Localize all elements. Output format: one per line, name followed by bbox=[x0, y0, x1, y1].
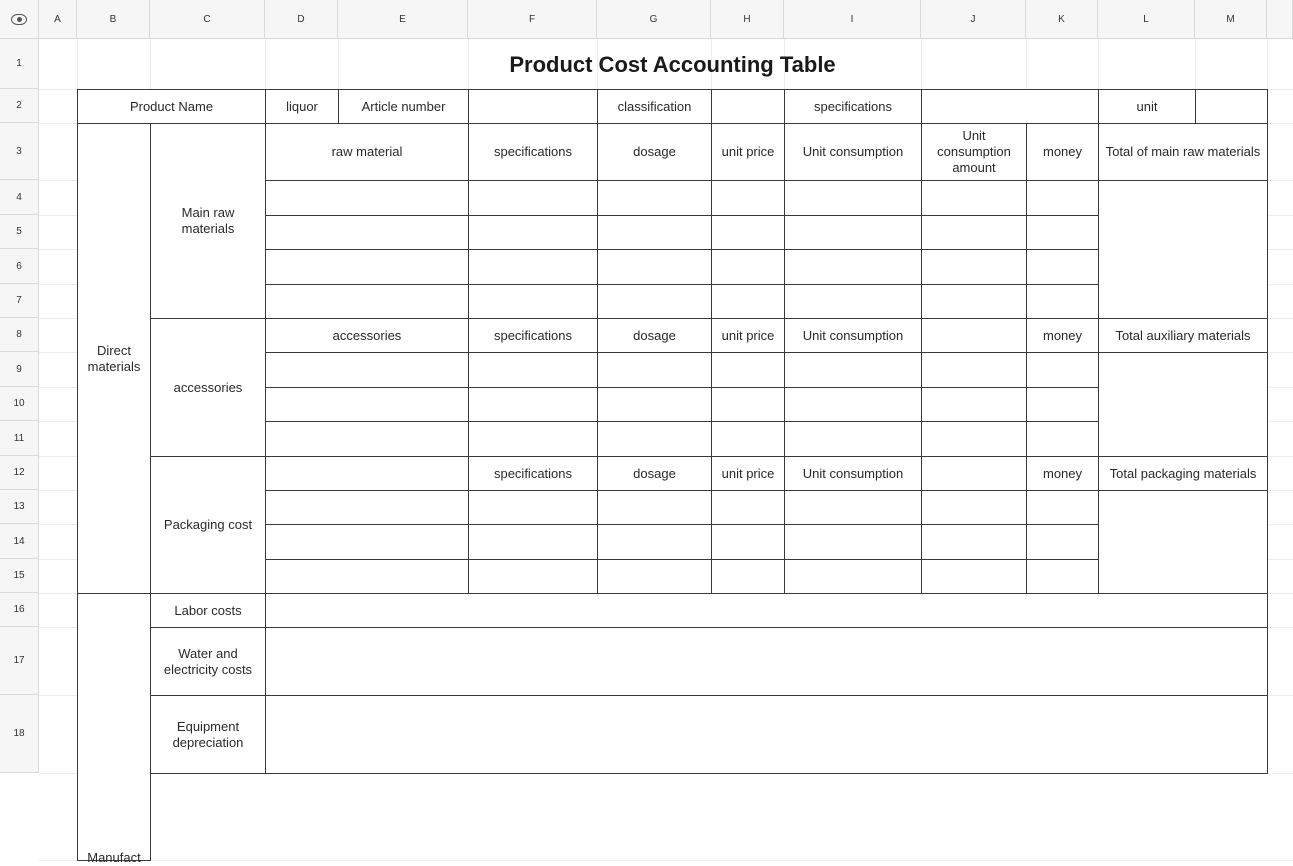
data-cell[interactable] bbox=[921, 249, 1027, 285]
row-header-2[interactable]: 2 bbox=[0, 89, 39, 123]
row-header-4[interactable]: 4 bbox=[0, 180, 39, 215]
column-header-e[interactable]: E bbox=[338, 0, 468, 39]
accessories-header[interactable]: accessories bbox=[265, 318, 469, 353]
acc-specifications-header[interactable]: specifications bbox=[468, 318, 598, 353]
acc-money-header[interactable]: money bbox=[1026, 318, 1099, 353]
column-header-l[interactable]: L bbox=[1098, 0, 1195, 39]
data-cell[interactable] bbox=[265, 559, 469, 594]
data-cell[interactable] bbox=[265, 249, 469, 285]
equipment-depreciation-value[interactable] bbox=[265, 695, 1268, 774]
data-cell[interactable] bbox=[597, 249, 712, 285]
column-header-j[interactable]: J bbox=[921, 0, 1026, 39]
data-cell[interactable] bbox=[597, 559, 712, 594]
product-name-value[interactable]: liquor bbox=[265, 89, 339, 124]
data-cell[interactable] bbox=[711, 490, 785, 525]
data-cell[interactable] bbox=[1026, 387, 1099, 422]
pack-total-header[interactable]: Total packaging materials bbox=[1098, 456, 1268, 491]
specifications-value[interactable] bbox=[921, 89, 1099, 124]
data-cell[interactable] bbox=[265, 421, 469, 457]
data-cell[interactable] bbox=[784, 215, 922, 250]
data-cell[interactable] bbox=[468, 215, 598, 250]
data-cell[interactable] bbox=[921, 215, 1027, 250]
article-number-value[interactable] bbox=[468, 89, 598, 124]
data-cell[interactable] bbox=[711, 524, 785, 560]
row-header-9[interactable]: 9 bbox=[0, 352, 39, 387]
accessories-label[interactable]: accessories bbox=[150, 318, 266, 457]
unit-value[interactable] bbox=[1195, 89, 1268, 124]
equipment-depreciation-label[interactable]: Equipment depreciation bbox=[150, 695, 266, 774]
data-cell[interactable] bbox=[1026, 215, 1099, 250]
data-cell[interactable] bbox=[1026, 249, 1099, 285]
pack-unit-consumption-header[interactable]: Unit consumption bbox=[784, 456, 922, 491]
data-cell[interactable] bbox=[784, 490, 922, 525]
main-total-header[interactable]: Total of main raw materials bbox=[1098, 123, 1268, 181]
data-cell[interactable] bbox=[784, 559, 922, 594]
data-cell[interactable] bbox=[265, 387, 469, 422]
raw-material-header[interactable]: raw material bbox=[265, 123, 469, 181]
row-header-18[interactable]: 18 bbox=[0, 695, 39, 773]
data-cell[interactable] bbox=[468, 559, 598, 594]
main-unit-price-header[interactable]: unit price bbox=[711, 123, 785, 181]
column-header-i[interactable]: I bbox=[784, 0, 921, 39]
data-cell[interactable] bbox=[468, 180, 598, 216]
row-header-1[interactable]: 1 bbox=[0, 39, 39, 89]
data-cell[interactable] bbox=[1026, 180, 1099, 216]
data-cell[interactable] bbox=[921, 421, 1027, 457]
packaging-cost-label[interactable]: Packaging cost bbox=[150, 456, 266, 594]
column-header-f[interactable]: F bbox=[468, 0, 597, 39]
main-total-value[interactable] bbox=[1098, 180, 1268, 319]
manufacturing-label-text: Manufact bbox=[87, 850, 141, 865]
data-cell[interactable] bbox=[921, 524, 1027, 560]
data-cell[interactable] bbox=[597, 421, 712, 457]
acc-total-header[interactable]: Total auxiliary materials bbox=[1098, 318, 1268, 353]
data-cell[interactable] bbox=[1026, 284, 1099, 319]
data-cell[interactable] bbox=[265, 490, 469, 525]
acc-j-header[interactable] bbox=[921, 318, 1027, 353]
data-cell[interactable] bbox=[711, 249, 785, 285]
labor-costs-value[interactable] bbox=[265, 593, 1268, 628]
pack-money-header[interactable]: money bbox=[1026, 456, 1099, 491]
direct-materials-label[interactable]: Direct materials bbox=[77, 123, 151, 594]
data-cell[interactable] bbox=[921, 490, 1027, 525]
row-header-16[interactable]: 16 bbox=[0, 593, 39, 627]
data-cell[interactable] bbox=[711, 180, 785, 216]
data-cell[interactable] bbox=[921, 180, 1027, 216]
column-header-filler bbox=[1267, 0, 1293, 39]
data-cell[interactable] bbox=[784, 352, 922, 388]
row-header-15[interactable]: 15 bbox=[0, 559, 39, 593]
row-header-8[interactable]: 8 bbox=[0, 318, 39, 352]
column-header-k[interactable]: K bbox=[1026, 0, 1098, 39]
row-header-3[interactable]: 3 bbox=[0, 123, 39, 180]
row-header-13[interactable]: 13 bbox=[0, 490, 39, 524]
acc-total-value[interactable] bbox=[1098, 352, 1268, 457]
classification-value[interactable] bbox=[711, 89, 785, 124]
data-cell[interactable] bbox=[265, 524, 469, 560]
data-cell[interactable] bbox=[468, 524, 598, 560]
data-cell[interactable] bbox=[265, 352, 469, 388]
data-cell[interactable] bbox=[468, 284, 598, 319]
main-specifications-header[interactable]: specifications bbox=[468, 123, 598, 181]
data-cell[interactable] bbox=[597, 215, 712, 250]
data-cell[interactable] bbox=[784, 387, 922, 422]
main-dosage-header[interactable]: dosage bbox=[597, 123, 712, 181]
row-header-17[interactable]: 17 bbox=[0, 627, 39, 695]
data-cell[interactable] bbox=[784, 421, 922, 457]
pack-item-header[interactable] bbox=[265, 456, 469, 491]
row-header-14[interactable]: 14 bbox=[0, 524, 39, 559]
gridline-horizontal bbox=[39, 860, 1293, 861]
main-unit-consumption-amount-header[interactable]: Unit consumption amount bbox=[921, 123, 1027, 181]
row-header-12[interactable]: 12 bbox=[0, 456, 39, 490]
main-unit-consumption-header[interactable]: Unit consumption bbox=[784, 123, 922, 181]
row-header-5[interactable]: 5 bbox=[0, 215, 39, 249]
data-cell[interactable] bbox=[597, 490, 712, 525]
acc-unit-price-header[interactable]: unit price bbox=[711, 318, 785, 353]
acc-dosage-header[interactable]: dosage bbox=[597, 318, 712, 353]
data-cell[interactable] bbox=[711, 421, 785, 457]
data-cell[interactable] bbox=[711, 387, 785, 422]
unit-label[interactable]: unit bbox=[1098, 89, 1196, 124]
data-cell[interactable] bbox=[468, 387, 598, 422]
data-cell[interactable] bbox=[921, 559, 1027, 594]
acc-unit-consumption-header[interactable]: Unit consumption bbox=[784, 318, 922, 353]
column-header-g[interactable]: G bbox=[597, 0, 711, 39]
column-header-b[interactable]: B bbox=[77, 0, 150, 39]
data-cell[interactable] bbox=[468, 249, 598, 285]
water-electricity-value[interactable] bbox=[265, 627, 1268, 696]
data-cell[interactable] bbox=[1026, 421, 1099, 457]
data-cell[interactable] bbox=[921, 284, 1027, 319]
data-cell[interactable] bbox=[1026, 352, 1099, 388]
data-cell[interactable] bbox=[597, 387, 712, 422]
data-cell[interactable] bbox=[597, 284, 712, 319]
data-cell[interactable] bbox=[468, 490, 598, 525]
water-electricity-label[interactable]: Water and electricity costs bbox=[150, 627, 266, 696]
row-header-7[interactable]: 7 bbox=[0, 284, 39, 318]
labor-costs-label[interactable]: Labor costs bbox=[150, 593, 266, 628]
eye-icon bbox=[11, 14, 27, 25]
data-cell[interactable] bbox=[265, 180, 469, 216]
data-cell[interactable] bbox=[265, 284, 469, 319]
main-raw-materials-label[interactable]: Main raw materials bbox=[150, 123, 266, 319]
column-header-c[interactable]: C bbox=[150, 0, 265, 39]
data-cell[interactable] bbox=[784, 180, 922, 216]
data-cell[interactable] bbox=[784, 249, 922, 285]
data-cell[interactable] bbox=[711, 352, 785, 388]
data-cell[interactable] bbox=[597, 524, 712, 560]
column-header-a[interactable]: A bbox=[39, 0, 77, 39]
specifications-label[interactable]: specifications bbox=[784, 89, 922, 124]
data-cell[interactable] bbox=[921, 352, 1027, 388]
column-header-h[interactable]: H bbox=[711, 0, 784, 39]
pack-unit-price-header[interactable]: unit price bbox=[711, 456, 785, 491]
data-cell[interactable] bbox=[711, 284, 785, 319]
data-cell[interactable] bbox=[265, 215, 469, 250]
data-cell[interactable] bbox=[921, 387, 1027, 422]
row-header-11[interactable]: 11 bbox=[0, 421, 39, 456]
column-header-d[interactable]: D bbox=[265, 0, 338, 39]
article-number-label[interactable]: Article number bbox=[338, 89, 469, 124]
row-header-10[interactable]: 10 bbox=[0, 387, 39, 421]
data-cell[interactable] bbox=[1026, 559, 1099, 594]
data-cell[interactable] bbox=[784, 524, 922, 560]
data-cell[interactable] bbox=[597, 352, 712, 388]
pack-specifications-header[interactable]: specifications bbox=[468, 456, 598, 491]
data-cell[interactable] bbox=[468, 421, 598, 457]
page-title[interactable]: Product Cost Accounting Table bbox=[509, 51, 836, 77]
data-cell[interactable] bbox=[1026, 524, 1099, 560]
product-name-label[interactable]: Product Name bbox=[77, 89, 266, 124]
data-cell[interactable] bbox=[1026, 490, 1099, 525]
pack-j-header[interactable] bbox=[921, 456, 1027, 491]
data-cell[interactable] bbox=[711, 559, 785, 594]
classification-label[interactable]: classification bbox=[597, 89, 712, 124]
manufacturing-label[interactable] bbox=[77, 593, 151, 865]
pack-dosage-header[interactable]: dosage bbox=[597, 456, 712, 491]
data-cell[interactable] bbox=[784, 284, 922, 319]
column-header-m[interactable]: M bbox=[1195, 0, 1267, 39]
pack-total-value[interactable] bbox=[1098, 490, 1268, 594]
data-cell[interactable] bbox=[711, 215, 785, 250]
row-header-6[interactable]: 6 bbox=[0, 249, 39, 284]
data-cell[interactable] bbox=[468, 352, 598, 388]
select-all-corner[interactable] bbox=[0, 0, 39, 39]
data-cell[interactable] bbox=[597, 180, 712, 216]
main-money-header[interactable]: money bbox=[1026, 123, 1099, 181]
